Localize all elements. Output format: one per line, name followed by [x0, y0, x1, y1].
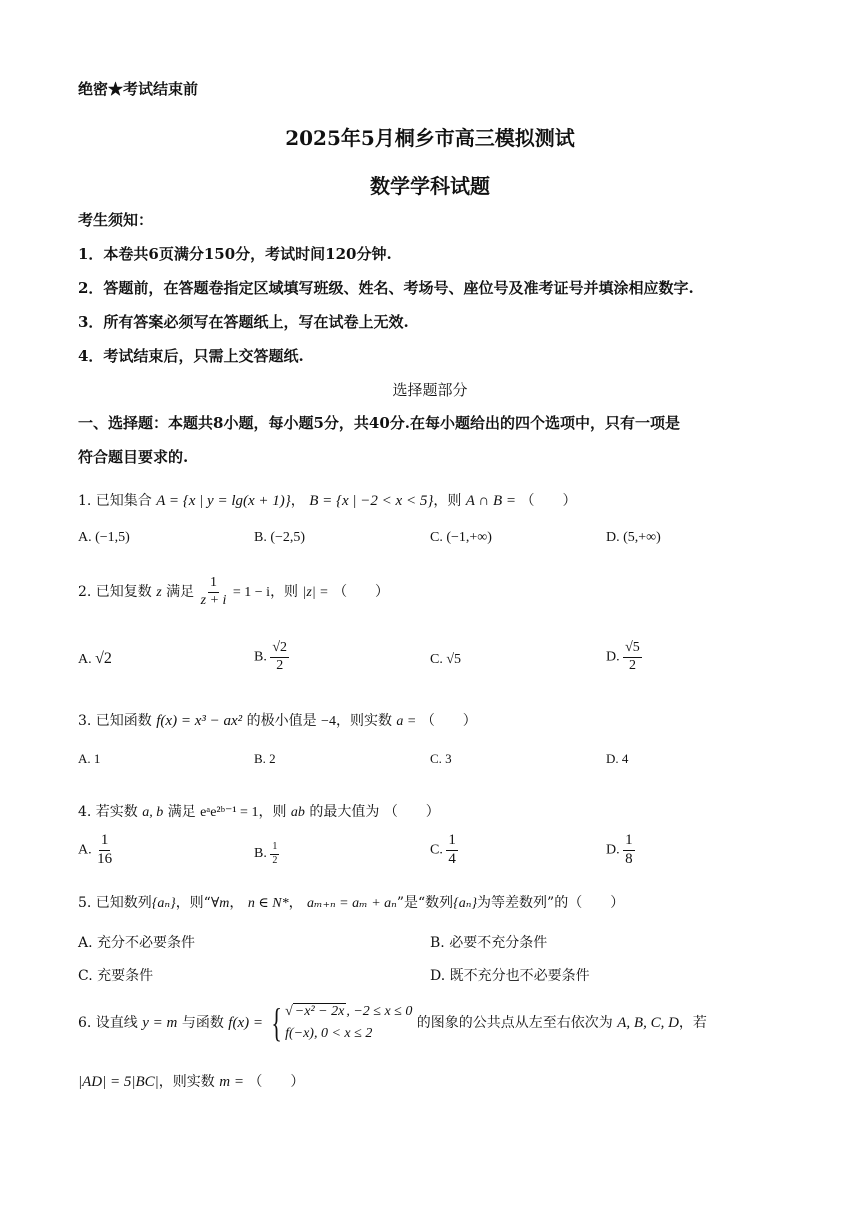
q3-then: ，则实数 — [335, 713, 392, 729]
q2-option-b-label: B. — [254, 649, 267, 665]
q6-line2-cond: |AD| = 5|BC| — [78, 1074, 159, 1090]
q1-sep: ， — [290, 493, 305, 509]
q4-option-c-frac — [446, 833, 458, 868]
q4-then: ，则 — [258, 804, 287, 820]
q1-blank: （ ） — [520, 493, 577, 509]
question-1 — [78, 490, 577, 510]
q2-option-c-value: √5 — [446, 652, 462, 667]
q4-option-b-den: 2 — [272, 854, 278, 866]
question-2 — [78, 576, 389, 608]
q1-mid: ，则 — [433, 493, 462, 509]
q2-option-d-den: 2 — [628, 657, 636, 673]
q4-option-d-num: 1 — [623, 833, 635, 851]
q6-prefix: 6. 设直线 — [78, 1015, 138, 1031]
q2-option-b-den: 2 — [276, 657, 284, 673]
q2-option-d — [606, 641, 642, 673]
q3-func: f(x) = x³ − ax² — [156, 713, 243, 729]
q4-option-a — [78, 833, 114, 868]
q5-option-d: D. 既不充分也不必要条件 — [430, 968, 590, 984]
q6-brace: { — [271, 1000, 283, 1045]
q6-case1-cond: , −2 ≤ x ≤ 0 — [346, 1004, 413, 1019]
q2-option-a-label: A. — [78, 652, 92, 667]
q4-option-c-den: 4 — [448, 850, 456, 867]
q4-option-a-label: A. — [78, 842, 92, 858]
q1-expr: A ∩ B = — [465, 493, 517, 509]
q5-comma2: ， — [288, 895, 303, 911]
q4-prefix: 4. 若实数 — [78, 804, 138, 820]
q4-expr: ab — [290, 805, 305, 820]
q5-cond3: aₘ₊ₙ = aₘ + aₙ — [307, 896, 397, 911]
q6-blank: （ ） — [248, 1074, 305, 1090]
section-instruction-line2: 符合题目要求的. — [78, 448, 189, 466]
q2-fraction — [199, 576, 229, 608]
q2-option-c-label: C. — [430, 652, 443, 667]
q3-prefix: 3. 已知函数 — [78, 713, 152, 729]
q5-cond1: ∀m — [210, 896, 230, 911]
q6-func: f(x) = — [228, 1015, 263, 1031]
q2-option-b-num: √2 — [270, 641, 289, 658]
q3-option-c: C. 3 — [430, 751, 452, 766]
q2-abs: |z| = — [302, 585, 329, 601]
q4-option-b-label: B. — [254, 846, 267, 862]
q2-frac-den: z + i — [200, 592, 227, 608]
q2-option-d-label: D. — [606, 649, 620, 665]
q5-seq2: {aₙ} — [453, 896, 478, 911]
q1-option-d: D. (5,+∞) — [606, 530, 661, 545]
q6-tail2: ，若 — [678, 1015, 707, 1031]
q5-seq: {aₙ} — [151, 896, 176, 911]
q6-line-2 — [78, 1071, 304, 1091]
q4-option-c-label: C. — [430, 842, 443, 858]
q5-tail2: 为等差数列”的 — [477, 895, 569, 911]
notice-heading: 考生须知： — [78, 211, 154, 229]
q4-option-b-num: 1 — [270, 842, 279, 855]
q6-line: y = m — [142, 1015, 178, 1031]
q5-option-b: B. 必要不充分条件 — [430, 935, 548, 951]
q3-option-b: B. 2 — [254, 751, 276, 766]
q6-line2-then: ，则实数 — [158, 1074, 215, 1090]
sqrt-icon: √ — [285, 1004, 293, 1019]
q1-option-c: C. (−1,+∞) — [430, 530, 492, 545]
notice-item-1: 1．本卷共6页满分150分，考试时间120分钟. — [78, 245, 392, 263]
notice-item-2: 2．答题前，在答题卷指定区域填写班级、姓名、考场号、座位号及准考证号并填涂相应数字. — [78, 279, 694, 297]
q5-option-c: C. 充要条件 — [78, 968, 154, 984]
q3-var: a = — [396, 714, 417, 729]
q5-option-a: A. 充分不必要条件 — [78, 935, 196, 951]
q4-option-a-den: 16 — [97, 850, 113, 867]
q1-option-a: A. (−1,5) — [78, 530, 130, 545]
q4-mid: 满足 — [167, 804, 196, 820]
q4-option-d-frac — [623, 833, 635, 868]
q2-option-b-frac — [270, 641, 289, 673]
page-subtitle: 数学学科试题 — [370, 174, 490, 198]
q2-option-b — [254, 641, 289, 673]
q4-option-c-num: 1 — [446, 833, 458, 851]
q4-option-d-den: 8 — [625, 850, 633, 867]
question-6 — [78, 1001, 707, 1045]
q5-mid: ，则“ — [175, 895, 211, 911]
page-title: 2025年5月桐乡市高三模拟测试 — [285, 126, 575, 150]
q1-set-a: A = {x | y = lg(x + 1)} — [156, 493, 291, 509]
section-title: 选择题部分 — [392, 381, 468, 399]
q6-case-2: f(−x), 0 < x ≤ 2 — [285, 1026, 373, 1041]
question-3 — [78, 710, 477, 730]
notice-item-3: 3．所有答案必须写在答题纸上，写在试卷上无效. — [78, 313, 409, 331]
q2-option-a-value: √2 — [95, 650, 112, 667]
q3-value: −4 — [321, 714, 336, 729]
q4-option-a-frac — [95, 833, 114, 868]
q6-case-1 — [285, 1001, 412, 1023]
q4-blank: （ ） — [383, 804, 440, 820]
q4-option-b — [254, 842, 279, 866]
q3-option-d: D. 4 — [606, 751, 629, 766]
q1-set-b: B = {x | −2 < x < 5} — [309, 493, 434, 509]
q6-case1-rad: −x² − 2x — [294, 1004, 345, 1019]
q2-blank: （ ） — [333, 584, 390, 601]
q4-cond: eᵃe²ᵇ⁻¹ = 1 — [200, 805, 259, 820]
q5-cond2: n ∈ N* — [247, 896, 289, 911]
q5-blank: （ ） — [568, 895, 625, 911]
q4-option-c — [430, 833, 458, 868]
q5-comma: ， — [229, 895, 244, 911]
q3-mid: 的极小值是 — [246, 713, 317, 729]
q5-tail1: ”是“数列 — [396, 895, 454, 911]
q2-frac-num: 1 — [208, 576, 219, 593]
q1-option-b: B. (−2,5) — [254, 530, 306, 545]
q6-line2-var: m = — [219, 1074, 244, 1090]
question-5 — [78, 892, 624, 912]
question-4 — [78, 801, 440, 821]
q5-prefix: 5. 已知数列 — [78, 895, 152, 911]
q2-then: ，则 — [270, 584, 299, 601]
q6-tail: 的图象的公共点从左至右依次为 — [416, 1015, 613, 1031]
q4-option-d — [606, 833, 635, 868]
q6-mid: 与函数 — [181, 1015, 224, 1031]
notice-item-4: 4．考试结束后，只需上交答题纸. — [78, 347, 304, 365]
q2-option-c — [430, 652, 461, 668]
confidential-label: 绝密★考试结束前 — [78, 80, 199, 98]
q4-tail: 的最大值为 — [309, 804, 380, 820]
section-instruction-line1: 一、选择题：本题共8小题，每小题5分，共40分.在每小题给出的四个选项中，只有一项是 — [78, 414, 680, 432]
q6-piecewise — [285, 1001, 412, 1045]
q2-option-d-frac — [623, 641, 642, 673]
q4-option-a-num: 1 — [99, 833, 111, 851]
q2-mid: 满足 — [166, 584, 195, 601]
q3-blank: （ ） — [420, 713, 477, 729]
q4-option-d-label: D. — [606, 842, 620, 858]
q2-option-d-num: √5 — [623, 641, 642, 658]
q4-option-b-frac — [270, 842, 279, 866]
q2-var: z — [156, 585, 162, 601]
q1-prefix: 1. 已知集合 — [78, 493, 152, 509]
q6-points: A, B, C, D — [617, 1015, 679, 1031]
q2-option-a — [78, 650, 112, 668]
q4-vars: a, b — [142, 805, 164, 820]
q2-eq: = 1 − i — [232, 585, 271, 601]
q3-option-a: A. 1 — [78, 751, 101, 766]
q2-prefix: 2. 已知复数 — [78, 584, 152, 601]
